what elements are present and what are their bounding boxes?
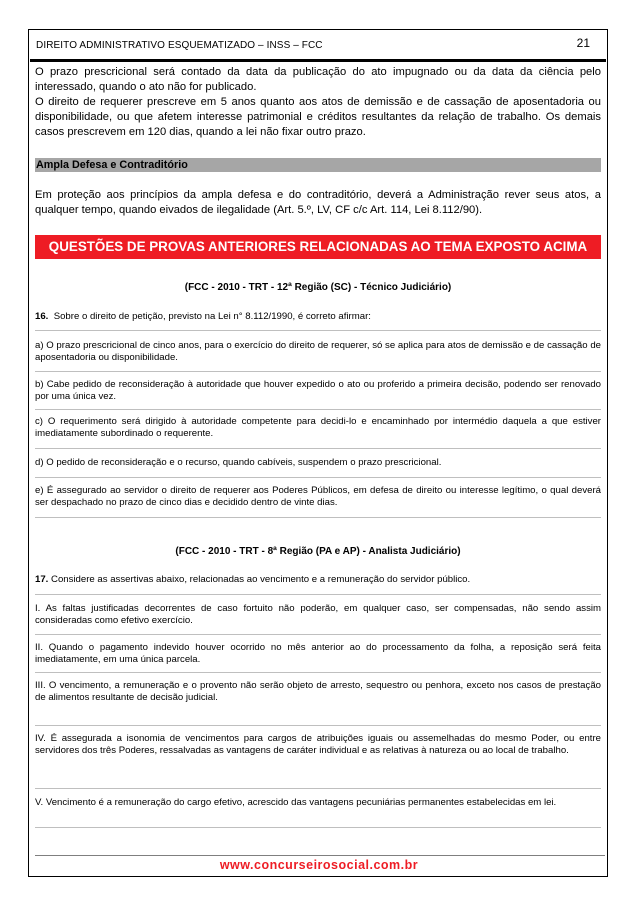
q16-option-b: b) Cabe pedido de reconsideração à autoridade que houver expedido o ato ou proferido a primeira decisão, podendo ser renovado por uma única vez. (35, 379, 601, 402)
section-text: Em proteção aos princípios da ampla defesa e do contraditório, deverá a Administração rever seus atos, a qualquer tempo, quando eivados de ilegalidade (Art. 5.º, LV, CF c/c Art. 114, Lei 8.112/90). (35, 189, 601, 216)
q17-item-iv: IV. É assegurada a isonomia de vencimentos para cargos de atribuições iguais ou assemelhadas do mesmo Poder, ou entre servidores dos três Poderes, ressalvadas as vantagens de caráter individual e as relativas à natureza ou ao local de trabalho. (35, 733, 601, 756)
intro-paragraph-2: O direito de requerer prescreve em 5 anos quanto aos atos de demissão e de cassação de aposentadoria ou disponibilidade, ou que afetem interesse patrimonial e créditos resultantes da relação de trabalho. Os demais casos prescrevem em 120 dias, quando a lei não fixar outro prazo. (35, 96, 601, 138)
q17-item-ii: II. Quando o pagamento indevido houver ocorrido no mês anterior ao do processamento da folha, a reposição será feita imediatamente, em uma única parcela. (35, 642, 601, 665)
q16-option-d: d) O pedido de reconsideração e o recurso, quando cabíveis, suspendem o prazo prescricional. (35, 457, 442, 468)
q16-option-e: e) É assegurado ao servidor o direito de requerer aos Poderes Públicos, em defesa de direito ou interesse legítimo, o qual deverá ser despachado no prazo de cinco dias e decidido dentro de vinte dias. (35, 485, 601, 508)
section-heading: Ampla Defesa e Contraditório (35, 158, 601, 172)
q17-item-i: I. As faltas justificadas decorrentes de caso fortuito não poderão, em qualquer caso, ser compensadas, não sendo assim consideradas como efetivo exercício. (35, 603, 601, 626)
page-number: 21 (576, 36, 590, 50)
page-header (36, 36, 596, 58)
divider (35, 672, 601, 673)
q16-stem (35, 311, 601, 323)
footer-divider (35, 855, 605, 856)
q17-number: 17. (35, 574, 49, 585)
divider (35, 517, 601, 518)
divider (35, 409, 601, 410)
q16-number: 16. (35, 311, 49, 322)
divider (35, 448, 601, 449)
divider (35, 788, 601, 789)
divider (35, 725, 601, 726)
q17-stem-text: Considere as assertivas abaixo, relacionadas ao vencimento e a remuneração do servidor público. (51, 574, 471, 585)
divider (35, 634, 601, 635)
q17-stem (35, 574, 601, 586)
q16-source: (FCC - 2010 - TRT - 12ª Região (SC) - Técnico Judiciário) (184, 282, 452, 293)
divider (35, 477, 601, 478)
footer-url[interactable]: www.concurseirosocial.com.br (219, 858, 419, 872)
divider (35, 594, 601, 595)
q17-source: (FCC - 2010 - TRT - 8ª Região (PA e AP) - Analista Judiciário) (175, 546, 461, 557)
q16-option-a: a) O prazo prescricional de cinco anos, para o exercício do direito de requerer, só se aplica para atos de demissão e de cassação de aposentadoria ou disponibilidade. (35, 340, 601, 363)
questions-banner: QUESTÕES DE PROVAS ANTERIORES RELACIONADAS AO TEMA EXPOSTO ACIMA (35, 235, 601, 259)
divider (35, 827, 601, 828)
intro-paragraph-1: O prazo prescricional será contado da data da publicação do ato impugnado ou da data da ciência pelo interessado, quando o ato não for publicado. (35, 66, 601, 93)
q17-item-v: V. Vencimento é a remuneração do cargo efetivo, acrescido das vantagens pecuniárias permanentes estabelecidas em lei. (35, 797, 557, 808)
header-title: DIREITO ADMINISTRATIVO ESQUEMATIZADO – INSS – FCC (36, 40, 323, 51)
q17-item-iii: III. O vencimento, a remuneração e o provento não serão objeto de arresto, sequestro ou penhora, exceto nos casos de prestação de alimentos resultante de decisão judicial. (35, 680, 601, 703)
header-divider (30, 59, 606, 62)
divider (35, 330, 601, 331)
divider (35, 371, 601, 372)
q16-stem-text: Sobre o direito de petição, previsto na Lei n° 8.112/1990, é correto afirmar: (53, 311, 371, 322)
q16-option-c: c) O requerimento será dirigido à autoridade competente para decidi-lo e encaminhado por intermédio daquela a que estiver imediatamente subordinado o requerente. (35, 416, 601, 439)
